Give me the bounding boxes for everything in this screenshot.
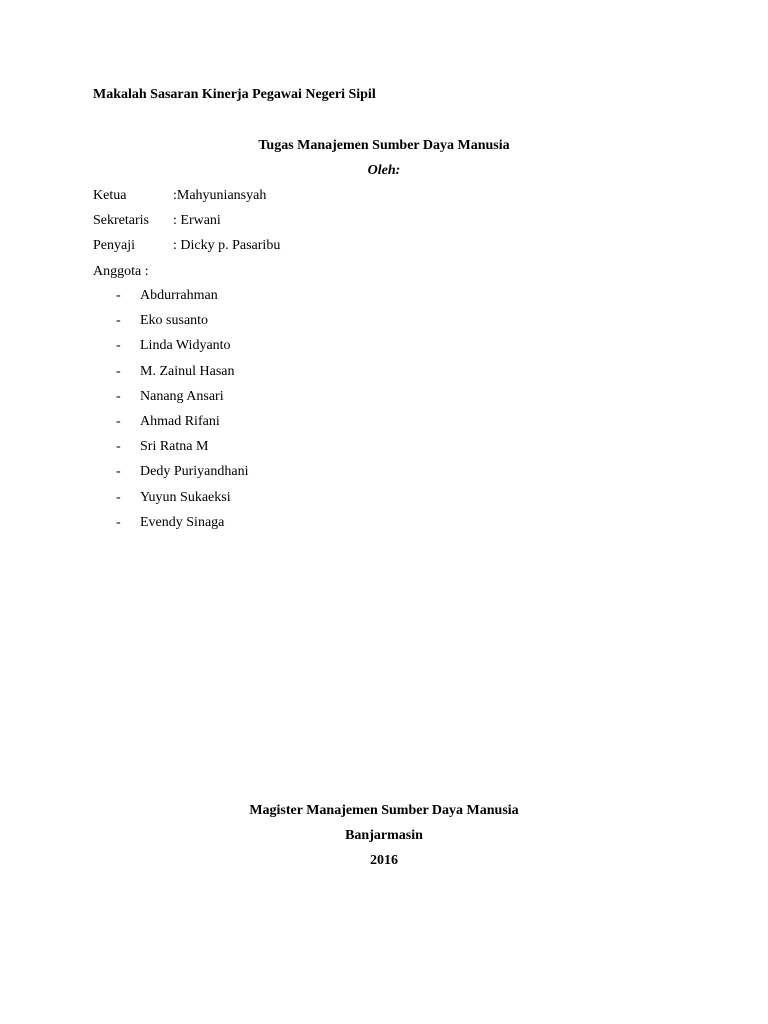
officer-role: Sekretaris [93, 213, 149, 228]
dash-bullet: - [116, 363, 121, 379]
member-name: Dedy Puriyandhani [140, 464, 249, 480]
document-title: Makalah Sasaran Kinerja Pegawai Negeri Sipil [93, 87, 376, 102]
dash-bullet: - [116, 464, 121, 480]
list-item [0, 515, 400, 540]
member-name: Eko susanto [140, 313, 209, 329]
member-name: Nanang Ansari [140, 388, 224, 404]
officer-name: :Mahyuniansyah [173, 188, 267, 203]
list-item [0, 439, 400, 464]
list-item [0, 313, 400, 338]
member-name: Abdurrahman [140, 288, 218, 303]
footer-city: Banjarmasin [345, 828, 423, 843]
members-label: Anggota : [93, 264, 149, 279]
dash-bullet: - [116, 413, 121, 429]
dash-bullet: - [116, 288, 121, 303]
dash-bullet: - [116, 514, 121, 530]
officer-role: Ketua [93, 188, 127, 203]
member-name: Yuyun Sukaeksi [140, 489, 231, 505]
list-item [0, 288, 400, 313]
list-item [0, 414, 400, 439]
footer-year: 2016 [370, 853, 398, 868]
list-item [0, 338, 400, 363]
footer-program: Magister Manajemen Sumber Daya Manusia [249, 803, 519, 818]
dash-bullet: - [116, 338, 121, 354]
member-list [0, 288, 400, 540]
by-label: Oleh: [367, 163, 401, 178]
list-item [0, 389, 400, 414]
member-name: Ahmad Rifani [140, 413, 220, 429]
list-item [0, 490, 400, 515]
dash-bullet: - [116, 439, 121, 455]
dash-bullet: - [116, 489, 121, 505]
course-subject: Tugas Manajemen Sumber Daya Manusia [258, 138, 510, 153]
officer-role: Penyaji [93, 238, 135, 253]
list-item [0, 364, 400, 389]
officer-name: : Dicky p. Pasaribu [173, 238, 281, 253]
member-name: Sri Ratna M [140, 439, 209, 455]
officer-name: : Erwani [173, 213, 221, 228]
member-name: M. Zainul Hasan [140, 363, 235, 379]
dash-bullet: - [116, 388, 121, 404]
member-name: Linda Widyanto [140, 338, 231, 354]
dash-bullet: - [116, 313, 121, 329]
list-item [0, 464, 400, 489]
member-name: Evendy Sinaga [140, 514, 225, 530]
